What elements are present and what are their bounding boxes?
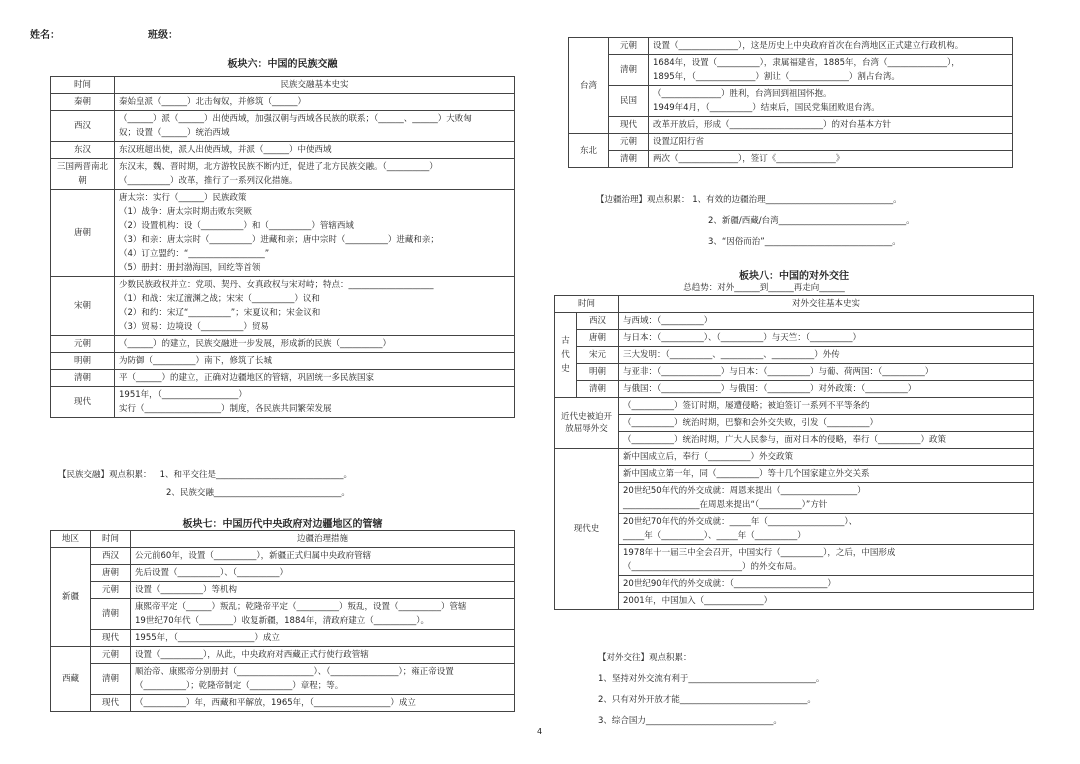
row-measure <box>131 695 515 712</box>
section6-table <box>50 76 515 418</box>
table-row <box>51 565 515 582</box>
table-row <box>569 55 1013 86</box>
row-content: 2001年，中国加入（______________） <box>619 593 1034 610</box>
row-measure <box>131 647 515 664</box>
table-row <box>51 548 515 565</box>
measure-line: 先后设置（__________）、（__________） <box>135 568 289 578</box>
table-row <box>51 94 515 111</box>
summary-item-3: 3、综合国力______________________________。 <box>598 716 782 726</box>
row-time: 元朝 <box>609 134 649 151</box>
table-row <box>51 387 515 418</box>
summary-item-2: 2、只有对外开放才能______________________________。 <box>598 695 816 705</box>
section8-summary <box>598 648 824 732</box>
row-measure <box>131 599 515 630</box>
row-content <box>115 370 515 387</box>
table-row <box>569 134 1013 151</box>
content-line: （4）订立盟约：“__________________” <box>119 249 270 259</box>
section6-title: 板块六：中国的民族交融 <box>227 59 338 70</box>
row-time: 宋朝 <box>51 277 115 336</box>
table-row <box>51 111 515 142</box>
class-label: 班级： <box>148 30 178 41</box>
section8-title: 板块八：中国的对外交往 <box>739 271 849 282</box>
row-time: 明朝 <box>577 364 619 381</box>
content-line: 东汉末，魏、晋时期，北方游牧民族不断内迁，促进了北方民族交融。（__________） <box>119 162 438 172</box>
row-content <box>115 159 515 190</box>
col-region: 地区 <box>51 531 91 548</box>
row-time: 现代 <box>609 117 649 134</box>
measure-line: 顺治帝、康熙帝分别册封（__________________）、（________________）；雍正帝设置 <box>135 667 454 677</box>
content-line: （5）册封：册封渤海国，回纥等首领 <box>119 263 261 273</box>
table-row <box>569 117 1013 134</box>
col-time: 时间 <box>51 77 115 94</box>
measure-line: 1684年，设置（__________），隶属福建省，1885年，台湾（______________）， <box>653 58 960 68</box>
row-content: 20世纪50年代的外交成就：周恩来提出（__________________） __________________在周恩来提出“（__________）”方针 <box>619 483 1034 514</box>
row-content <box>115 94 515 111</box>
row-time: 清朝 <box>51 370 115 387</box>
row-time: 东汉 <box>51 142 115 159</box>
content-line: （__________）改革，推行了一系列汉化措施。 <box>119 176 298 186</box>
row-measure <box>131 565 515 582</box>
row-content <box>115 142 515 159</box>
summary-item-2: 2、新疆/西藏/台湾______________________________。 <box>708 216 915 226</box>
table-row <box>569 86 1013 117</box>
content-line: 唐太宗：实行（______）民族政策 <box>119 193 247 203</box>
content-line: 东汉班超出使，派人出使西域，并派（______）中使西域 <box>119 145 332 155</box>
row-measure <box>649 86 1013 117</box>
row-time: 明朝 <box>51 353 115 370</box>
row-content <box>115 336 515 353</box>
measure-line: 1895年，（______________）割让（______________）割占台湾。 <box>653 72 900 82</box>
table-row <box>555 449 1034 466</box>
section6-summary <box>58 466 352 502</box>
row-content <box>115 111 515 142</box>
row-content: （__________）签订时期，屡遭侵略；被迫签订一系列不平等条约 <box>619 398 1034 415</box>
measure-line: 1955年，（__________________）成立 <box>135 633 280 643</box>
table-row <box>555 330 1034 347</box>
row-time: 唐朝 <box>577 330 619 347</box>
summary-label-8: 【对外交往】观点积累： <box>598 653 692 663</box>
row-content: 1978年十一届三中全会召开，中国实行（__________），之后，中国形成 （__________________________）的外交布局。 <box>619 545 1034 576</box>
row-measure <box>649 117 1013 134</box>
row-content <box>115 353 515 370</box>
row-time: 三国两晋南北朝 <box>51 159 115 190</box>
row-measure <box>649 38 1013 55</box>
row-content: 与亚非：（______________）与日本：（__________）与葡、荷两国：（__________） <box>619 364 1034 381</box>
row-time: 清朝 <box>91 599 131 630</box>
measure-line: 康熙帝平定（______）叛乱；乾隆帝平定（__________）叛乱，设置（__________）管辖 <box>135 602 467 612</box>
table-row <box>51 664 515 695</box>
table-row <box>555 415 1034 432</box>
row-time: 清朝 <box>91 664 131 695</box>
row-content: 与俄国：（______________）与俄国：（__________）对外政策：（__________） <box>619 381 1034 398</box>
row-time: 西汉 <box>51 111 115 142</box>
col-time: 时间 <box>555 296 619 313</box>
row-time: 元朝 <box>609 38 649 55</box>
row-time: 元朝 <box>91 647 131 664</box>
table-row <box>51 277 515 336</box>
measure-line: 设置（______________），这是历史上中央政府首次在台湾地区正式建立行政机构。 <box>653 41 964 51</box>
table-row <box>555 593 1034 610</box>
row-measure <box>649 134 1013 151</box>
section8-table <box>554 295 1034 610</box>
region-cell: 东北 <box>569 134 609 168</box>
summary-item-1: 1、坚持对外交流有利于______________________________。 <box>598 674 825 684</box>
table-row <box>555 398 1034 415</box>
col-measure: 边疆治理措施 <box>131 531 515 548</box>
table-row <box>555 576 1034 593</box>
table-row <box>555 483 1034 514</box>
measure-line: 设置（__________），从此，中央政府对西藏正式行使行政管辖 <box>135 650 369 660</box>
row-content: （__________）统治时期，巴黎和会外交失败，引发（__________） <box>619 415 1034 432</box>
table-row <box>51 599 515 630</box>
row-content <box>115 190 515 277</box>
table-row <box>51 695 515 712</box>
content-line: （______）派（______）出使西域，加强汉朝与西域各民族的联系；（______、______）大败匈 <box>119 114 472 124</box>
measure-line: 19世纪70年代（________）收复新疆，1884年，清政府建立（__________）。 <box>135 616 430 626</box>
section7-title: 板块七：中国历代中央政府对边疆地区的管辖 <box>182 519 383 530</box>
row-time: 清朝 <box>609 151 649 168</box>
table-row <box>555 381 1034 398</box>
row-content: 与西域：（__________） <box>619 313 1034 330</box>
row-time: 元朝 <box>91 582 131 599</box>
table-row <box>555 313 1034 330</box>
row-time: 现代 <box>91 630 131 647</box>
row-content: 20世纪90年代的外交成就：（______________________） <box>619 576 1034 593</box>
row-time: 宋元 <box>577 347 619 364</box>
content-line: （3）贸易：边境设（__________）贸易 <box>119 322 269 332</box>
row-content: 三大发明：（__________、__________、__________）外传 <box>619 347 1034 364</box>
row-measure <box>131 664 515 695</box>
row-content: （__________）统治时期，广大人民参与，面对日本的侵略，奉行（__________）政策 <box>619 432 1034 449</box>
table-row <box>555 364 1034 381</box>
contemporary-label: 现代史 <box>555 449 619 610</box>
measure-line: （______________）胜利，台湾回到祖国怀抱。 <box>653 89 832 99</box>
row-content: 20世纪70年代的外交成就：_____年（__________________）、 _____年（__________）、_____年（__________） <box>619 514 1034 545</box>
row-content: 与日本：（__________）、（__________）与天竺：（__________） <box>619 330 1034 347</box>
table-row <box>51 190 515 277</box>
content-line: 平（______）的建立，正确对边疆地区的管辖，巩固统一多民族国家 <box>119 373 375 383</box>
section7-summary <box>596 190 915 253</box>
row-time: 清朝 <box>609 55 649 86</box>
content-line: 为防御（__________）南下，修筑了长城 <box>119 356 273 366</box>
content-line: （2）和约：宋辽“__________”；宋夏议和；宋金议和 <box>119 308 321 318</box>
table-row <box>51 142 515 159</box>
measure-line: 公元前60年，设置（__________），新疆正式归属中央政府管辖 <box>135 551 372 561</box>
row-measure <box>131 582 515 599</box>
modern-label: 近代史被迫开放屈辱外交 <box>555 398 619 449</box>
summary-item-3: 3、“因俗而治”______________________________。 <box>708 237 901 247</box>
measure-line: 改革开放后，形成（______________________）的对台基本方针 <box>653 120 892 130</box>
region-cell: 新疆 <box>51 548 91 647</box>
row-content: 新中国成立后，奉行（__________）外交政策 <box>619 449 1034 466</box>
page-number: 4 <box>537 727 543 736</box>
row-measure <box>131 548 515 565</box>
row-time: 唐朝 <box>91 565 131 582</box>
col-time: 时间 <box>91 531 131 548</box>
table-row <box>51 647 515 664</box>
table-row <box>51 336 515 353</box>
measure-line: 设置（__________）等机构 <box>135 585 238 595</box>
table-row <box>51 353 515 370</box>
table-row <box>51 582 515 599</box>
content-line: 1951年，（__________________） <box>119 390 247 400</box>
section8-subtitle: 总趋势：对外______到______再走向______ <box>683 283 845 293</box>
region-cell: 台湾 <box>569 38 609 134</box>
row-time: 清朝 <box>577 381 619 398</box>
name-label: 姓名： <box>30 30 60 41</box>
col-content: 民族交融基本史实 <box>115 77 515 94</box>
section7-table <box>50 530 515 712</box>
section7-continued-table <box>568 37 1013 168</box>
table-row <box>555 347 1034 364</box>
row-time: 现代 <box>51 387 115 418</box>
measure-line: 两次（______________），签订《______________》 <box>653 154 845 164</box>
summary-item-2: 2、民族交融______________________________。 <box>166 488 350 498</box>
table-row <box>555 466 1034 483</box>
content-line: 秦始皇派（______）北击匈奴，并修筑（______） <box>119 97 307 107</box>
content-line: （2）设置机构：设（__________）和（__________）管辖西域 <box>119 221 354 231</box>
content-line: 实行（__________________）制度，各民族共同繁荣发展 <box>119 404 332 414</box>
content-line: （1）战争：唐太宗时期击败东突厥 <box>119 207 252 217</box>
table-row <box>51 159 515 190</box>
content-line: （1）和战：宋辽澶渊之战；宋宋（__________）议和 <box>119 294 320 304</box>
table-row <box>555 514 1034 545</box>
row-content <box>115 387 515 418</box>
content-line: 少数民族政权并立：党项、契丹、女真政权与宋对峙；特点：____________________ <box>119 280 434 290</box>
table-row <box>569 151 1013 168</box>
row-time: 民国 <box>609 86 649 117</box>
content-line: 奴；设置（______）统治西域 <box>119 128 230 138</box>
table-row <box>555 432 1034 449</box>
table-row <box>555 545 1034 576</box>
content-line: （3）和亲：唐太宗时（__________）进藏和亲；唐中宗时（__________）进藏和亲； <box>119 235 439 245</box>
row-time: 唐朝 <box>51 190 115 277</box>
table-row <box>51 630 515 647</box>
measure-line: 设置辽阳行省 <box>653 137 705 147</box>
row-content <box>115 277 515 336</box>
summary-label-7: 【边疆治理】观点积累： 1、有效的边疆治理______________________________。 <box>596 195 902 205</box>
table-row <box>569 38 1013 55</box>
row-measure <box>649 151 1013 168</box>
summary-item-1: 1、和平交往是______________________________。 <box>159 470 353 480</box>
row-measure <box>131 630 515 647</box>
row-time: 秦朝 <box>51 94 115 111</box>
content-line: （______）的建立，民族交融进一步发展，形成新的民族（__________） <box>119 339 392 349</box>
ancient-label: 古代史 <box>555 313 577 398</box>
row-time: 西汉 <box>91 548 131 565</box>
measure-line: （__________）；乾隆帝制定（__________）章程；等。 <box>135 681 344 691</box>
summary-item-1: 1、有效的边疆治理______________________________。 <box>692 195 902 205</box>
row-content: 新中国成立第一年，同（__________）等十几个国家建立外交关系 <box>619 466 1034 483</box>
summary-label: 【民族交融】观点积累： 1、和平交往是______________________________。 <box>58 470 353 480</box>
col-content: 对外交往基本史实 <box>619 296 1034 313</box>
row-time: 现代 <box>91 695 131 712</box>
region-cell: 西藏 <box>51 647 91 712</box>
row-time: 元朝 <box>51 336 115 353</box>
measure-line: 1949年4月，（__________）结束后，国民党集团败退台湾。 <box>653 103 880 113</box>
row-time: 西汉 <box>577 313 619 330</box>
row-measure <box>649 55 1013 86</box>
table-row <box>51 370 515 387</box>
measure-line: （__________）年，西藏和平解放，1965年，（__________________）成立 <box>135 698 416 708</box>
